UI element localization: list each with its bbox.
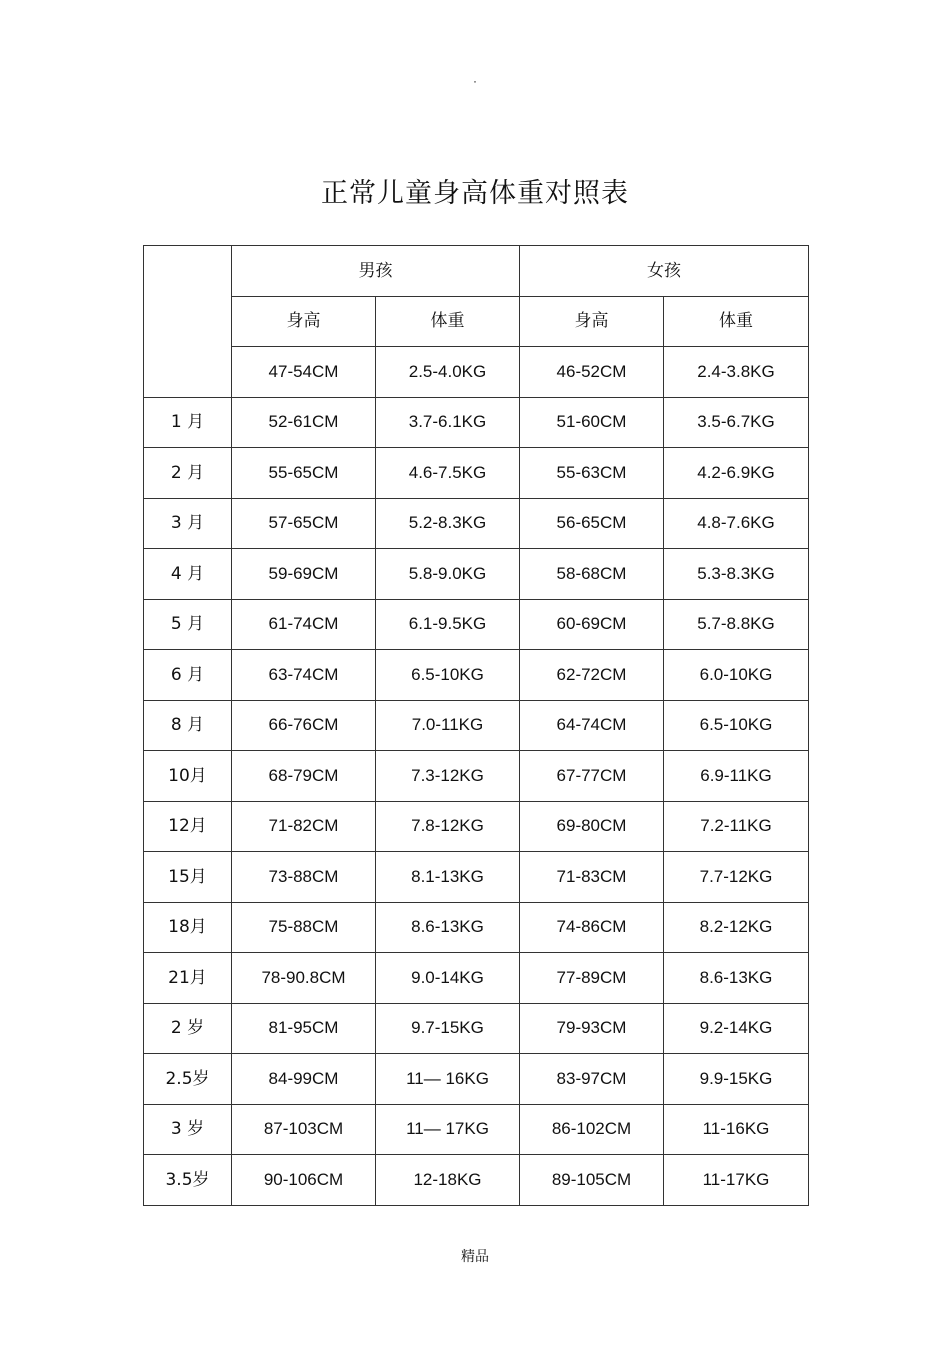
age-cell: 8 月 (144, 700, 232, 751)
girl-height-cell: 62-72CM (520, 650, 664, 701)
girl-weight-cell: 9.9-15KG (664, 1054, 809, 1105)
girl-weight-cell: 5.3-8.3KG (664, 549, 809, 600)
boy-height-cell: 61-74CM (232, 599, 376, 650)
girl-weight-cell: 5.7-8.8KG (664, 599, 809, 650)
girl-weight-cell: 8.6-13KG (664, 953, 809, 1004)
girl-height-cell: 79-93CM (520, 1003, 664, 1054)
girl-height-cell: 60-69CM (520, 599, 664, 650)
girl-weight-cell: 9.2-14KG (664, 1003, 809, 1054)
table-row (144, 700, 809, 751)
girl-weight-cell: 6.0-10KG (664, 650, 809, 701)
boy-weight-cell: 2.5-4.0KG (376, 347, 520, 398)
age-cell: 3.5岁 (144, 1155, 232, 1206)
footer-text: 精品 (461, 1249, 489, 1265)
girl-weight-cell: 11-17KG (664, 1155, 809, 1206)
age-cell: 18月 (144, 902, 232, 953)
girl-weight-cell: 11-16KG (664, 1104, 809, 1155)
girl-height-cell: 74-86CM (520, 902, 664, 953)
table-row (144, 953, 809, 1004)
header-mark: · (473, 74, 477, 88)
table-row (144, 852, 809, 903)
table-row (144, 650, 809, 701)
boy-height-cell: 81-95CM (232, 1003, 376, 1054)
boy-height-cell: 55-65CM (232, 448, 376, 499)
boy-weight-cell: 11— 17KG (376, 1104, 520, 1155)
table-row (144, 902, 809, 953)
age-cell: 6 月 (144, 650, 232, 701)
girl-weight-cell: 4.2-6.9KG (664, 448, 809, 499)
subheader-row (144, 296, 809, 347)
boy-weight-cell: 7.0-11KG (376, 700, 520, 751)
boy-height-cell: 63-74CM (232, 650, 376, 701)
girl-height-cell: 86-102CM (520, 1104, 664, 1155)
girl-height-cell: 51-60CM (520, 397, 664, 448)
table-row (144, 1054, 809, 1105)
boy-height-cell: 84-99CM (232, 1054, 376, 1105)
subheader-boy-weight: 体重 (376, 296, 520, 347)
girl-weight-cell: 7.7-12KG (664, 852, 809, 903)
boy-height-cell: 68-79CM (232, 751, 376, 802)
age-cell: 3 月 (144, 498, 232, 549)
boy-weight-cell: 3.7-6.1KG (376, 397, 520, 448)
girl-height-cell: 58-68CM (520, 549, 664, 600)
boy-weight-cell: 5.8-9.0KG (376, 549, 520, 600)
boy-height-cell: 87-103CM (232, 1104, 376, 1155)
boy-height-cell: 71-82CM (232, 801, 376, 852)
table-row (144, 1155, 809, 1206)
boy-weight-cell: 8.6-13KG (376, 902, 520, 953)
girl-height-cell: 56-65CM (520, 498, 664, 549)
boy-height-cell: 59-69CM (232, 549, 376, 600)
boy-height-cell: 73-88CM (232, 852, 376, 903)
group-header-girls: 女孩 (520, 246, 809, 297)
age-cell: 12月 (144, 801, 232, 852)
boy-weight-cell: 11— 16KG (376, 1054, 520, 1105)
group-header-row (144, 246, 809, 297)
boy-weight-cell: 8.1-13KG (376, 852, 520, 903)
age-cell: 10月 (144, 751, 232, 802)
girl-height-cell: 55-63CM (520, 448, 664, 499)
subheader-boy-height: 身高 (232, 296, 376, 347)
girl-height-cell: 71-83CM (520, 852, 664, 903)
age-cell: 4 月 (144, 549, 232, 600)
group-header-boys: 男孩 (232, 246, 520, 297)
age-cell: 21月 (144, 953, 232, 1004)
boy-height-cell: 78-90.8CM (232, 953, 376, 1004)
boy-height-cell: 52-61CM (232, 397, 376, 448)
boy-height-cell: 66-76CM (232, 700, 376, 751)
table-row (144, 599, 809, 650)
boy-weight-cell: 6.5-10KG (376, 650, 520, 701)
table-row (144, 801, 809, 852)
table-row (144, 498, 809, 549)
girl-weight-cell: 6.5-10KG (664, 700, 809, 751)
table-row (144, 397, 809, 448)
age-cell: 5 月 (144, 599, 232, 650)
boy-height-cell: 57-65CM (232, 498, 376, 549)
table-row (144, 347, 809, 398)
boy-height-cell: 47-54CM (232, 347, 376, 398)
age-cell: 2.5岁 (144, 1054, 232, 1105)
girl-weight-cell: 3.5-6.7KG (664, 397, 809, 448)
table-row (144, 549, 809, 600)
girl-height-cell: 67-77CM (520, 751, 664, 802)
girl-height-cell: 77-89CM (520, 953, 664, 1004)
table-row (144, 1003, 809, 1054)
girl-weight-cell: 2.4-3.8KG (664, 347, 809, 398)
boy-weight-cell: 12-18KG (376, 1155, 520, 1206)
boy-height-cell: 75-88CM (232, 902, 376, 953)
boy-weight-cell: 6.1-9.5KG (376, 599, 520, 650)
age-cell: 2 月 (144, 448, 232, 499)
table-row (144, 448, 809, 499)
subheader-girl-height: 身高 (520, 296, 664, 347)
girl-height-cell: 89-105CM (520, 1155, 664, 1206)
girl-height-cell: 83-97CM (520, 1054, 664, 1105)
table-row (144, 1104, 809, 1155)
boy-height-cell: 90-106CM (232, 1155, 376, 1206)
page-title: 正常儿童身高体重对照表 (321, 178, 629, 209)
subheader-girl-weight: 体重 (664, 296, 809, 347)
age-cell: 3 岁 (144, 1104, 232, 1155)
boy-weight-cell: 5.2-8.3KG (376, 498, 520, 549)
girl-height-cell: 46-52CM (520, 347, 664, 398)
growth-table (143, 245, 809, 1206)
age-cell: 2 岁 (144, 1003, 232, 1054)
girl-weight-cell: 7.2-11KG (664, 801, 809, 852)
boy-weight-cell: 9.0-14KG (376, 953, 520, 1004)
boy-weight-cell: 9.7-15KG (376, 1003, 520, 1054)
age-cell: 15月 (144, 852, 232, 903)
girl-height-cell: 69-80CM (520, 801, 664, 852)
table-row (144, 751, 809, 802)
boy-weight-cell: 4.6-7.5KG (376, 448, 520, 499)
girl-height-cell: 64-74CM (520, 700, 664, 751)
corner-cell (144, 246, 232, 398)
age-cell: 1 月 (144, 397, 232, 448)
girl-weight-cell: 6.9-11KG (664, 751, 809, 802)
boy-weight-cell: 7.8-12KG (376, 801, 520, 852)
girl-weight-cell: 4.8-7.6KG (664, 498, 809, 549)
girl-weight-cell: 8.2-12KG (664, 902, 809, 953)
boy-weight-cell: 7.3-12KG (376, 751, 520, 802)
